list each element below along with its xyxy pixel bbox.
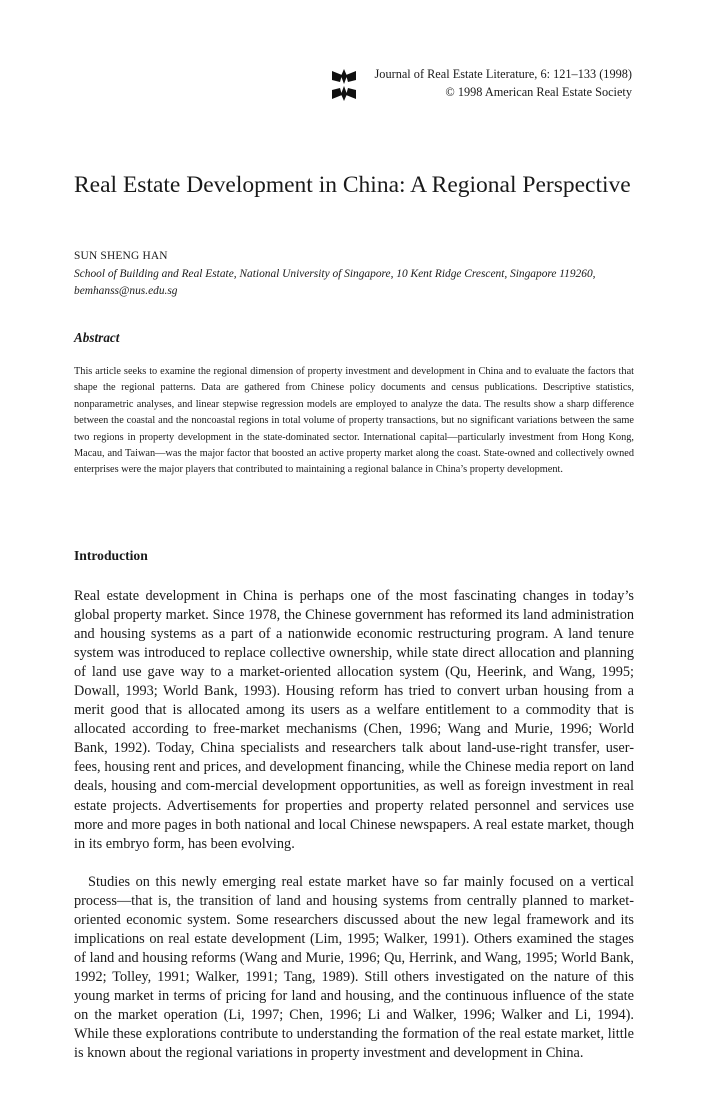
introduction-paragraph-2: Studies on this newly emerging real estate market have so far mainly focused on a vertical process—that is, the transition of land and housing systems from centrally planned to market-oriented economic system. Some researchers discussed about the new legal framework and its implications on real estate development (Lim, 1995; Walker, 1991). Others examined the stages of land and housing reforms (Wang and Murie, 1996; Qu, Herrink, and Wang, 1995; World Bank, 1992; Tolley, 1991; Walker, 1991; Tang, 1989). Still others investigated on the nature of this young market in terms of pricing for land and housing, and the continuous influence of the state on the market operation (Li, 1997; Chen, 1996; Li and Walker, 1996; Walker and Li, 1994). While these explorations contribute to understanding the formation of the real estate market, little is known about the regional variations in property investment and development in China. [74, 874, 634, 1062]
publisher-logo-icon [330, 68, 358, 102]
article-title: Real Estate Development in China: A Regional Perspective [74, 172, 631, 198]
author-name: SUN SHENG HAN [74, 250, 168, 262]
introduction-paragraph-1: Real estate development in China is perhaps one of the most fascinating changes in today’s global property market. Since 1978, the Chinese government has reformed its land administration and housing systems as a part of a nationwide economic restructuring program. A land tenure system was introduced to replace collective ownership, while state direct allocation and planning of land use gave way to a market-oriented allocation system (Qu, Heerink, and Wang, 1995; Dowall, 1993; World Bank, 1993). Housing reform has tried to convert urban housing from a merit good that is allocated among its users as a welfare entitlement to a commodity that is allocated according to free-market mechanisms (Chen, 1996; Wang and Murie, 1996; World Bank, 1992). Today, China specialists and researchers talk about land-use-right transfer, user-fees, housing rent and prices, and development financing, while the Chinese media report on land deals, housing and com-mercial development opportunities, as well as foreign investment in real estate projects. Advertisements for properties and property related personnel and services use more and more pages in both national and local Chinese newspapers. A real estate market, though in its embryo form, has been evolving. [74, 588, 634, 852]
journal-copyright: © 1998 American Real Estate Society [445, 85, 632, 99]
introduction-heading: Introduction [74, 548, 148, 563]
journal-header [330, 66, 632, 106]
abstract-text: This article seeks to examine the regional dimension of property investment and development in China and to evaluate the factors that shape the regional patterns. Data are gathered from Chinese policy documents and census publications. Descriptive statistics, nonparametric analyses, and linear stepwise regression models are employed to analyze the data. The results show a sharp difference between the coastal and the noncoastal regions in total volume of property transactions, but no significant variations between the same two regions in property development in the state-dominated sector. International capital—particularly investment from Hong Kong, Macau, and Taiwan—was the major factor that boosted an active property market along the coast. State-owned and collectively owned enterprises were the major players that contributed to maintaining a regional balance in China’s property development. [74, 366, 634, 476]
journal-citation: Journal of Real Estate Literature, 6: 121–133 (1998) [374, 67, 632, 81]
author-affiliation: School of Building and Real Estate, National University of Singapore, 10 Kent Ridge Crescent, Singapore 119260, bemhanss@nus.edu.sg [74, 268, 596, 297]
abstract-heading: Abstract [74, 330, 120, 345]
